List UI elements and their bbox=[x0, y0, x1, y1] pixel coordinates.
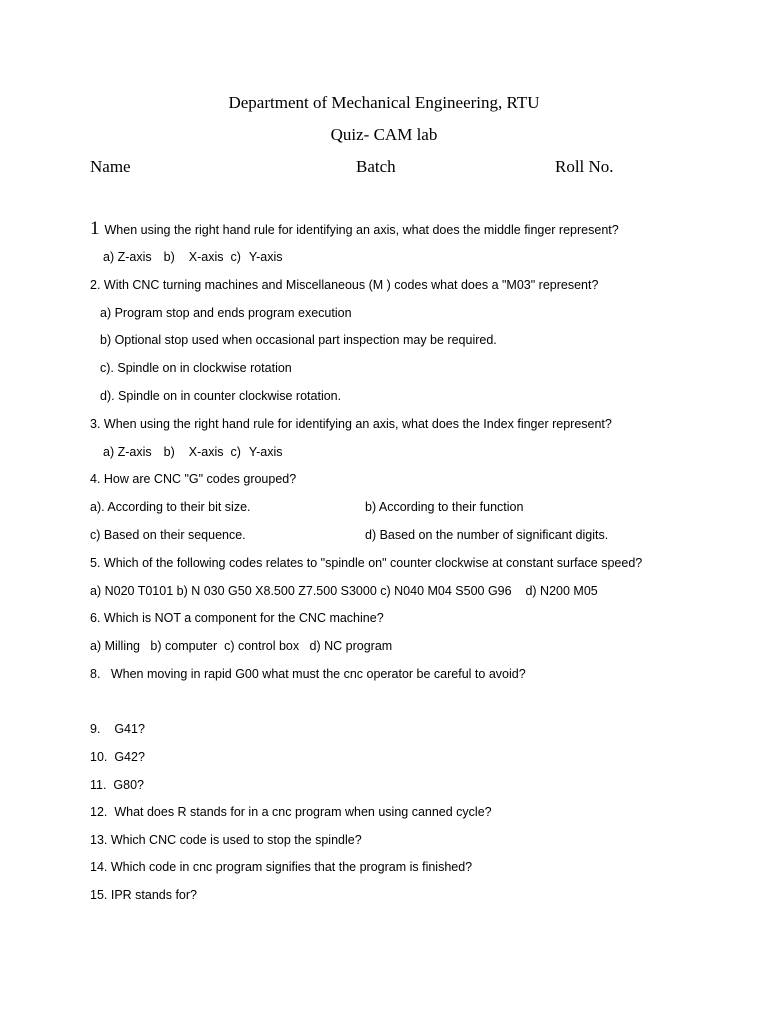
q1-option-c-value: Y-axis bbox=[248, 250, 283, 264]
question-6-text: 6. Which is NOT a component for the CNC machine? bbox=[90, 611, 384, 625]
question-1-text: When using the right hand rule for identifying an axis, what does the middle finger represent? bbox=[104, 223, 619, 237]
question-13-text: 13. Which CNC code is used to stop the spindle? bbox=[90, 833, 362, 847]
department-heading: Department of Mechanical Engineering, RTU bbox=[228, 93, 540, 112]
q1-option-b: b) bbox=[163, 250, 175, 264]
question-11-text: 11. G80? bbox=[90, 778, 144, 792]
q2-option-b: b) Optional stop used when occasional part inspection may be required. bbox=[100, 333, 497, 347]
question-15-text: 15. IPR stands for? bbox=[90, 888, 198, 902]
q1-option-c: c) bbox=[230, 250, 241, 264]
question-5-options: a) N020 T0101 b) N 030 G50 X8.500 Z7.500 S3000 c) N040 M04 S500 G96 d) N200 M05 bbox=[90, 584, 598, 598]
q4-option-a: a). According to their bit size. bbox=[90, 500, 251, 514]
question-3-options bbox=[103, 445, 283, 459]
q4-option-d: d) Based on the number of significant digits. bbox=[365, 528, 609, 542]
q4-option-b: b) According to their function bbox=[365, 500, 524, 514]
question-5-text: 5. Which of the following codes relates to "spindle on" counter clockwise at constant surface speed? bbox=[90, 556, 643, 570]
q3-option-b: b) bbox=[163, 445, 175, 459]
q3-option-b-value: X-axis bbox=[188, 445, 224, 459]
question-1 bbox=[90, 218, 619, 240]
question-3-text: 3. When using the right hand rule for identifying an axis, what does the Index finger represent? bbox=[90, 417, 612, 431]
q4-option-c: c) Based on their sequence. bbox=[90, 528, 246, 542]
question-1-number: 1 bbox=[90, 218, 100, 239]
question-1-options bbox=[103, 250, 283, 264]
question-9-text: 9. G41? bbox=[90, 722, 145, 736]
q1-option-b-value: X-axis bbox=[188, 250, 224, 264]
question-8-text: 8. When moving in rapid G00 what must the cnc operator be careful to avoid? bbox=[90, 667, 526, 681]
q2-option-a: a) Program stop and ends program execution bbox=[100, 306, 352, 320]
q3-option-a: a) Z-axis bbox=[103, 445, 152, 459]
question-12-text: 12. What does R stands for in a cnc program when using canned cycle? bbox=[90, 805, 492, 819]
name-field-label: Name bbox=[90, 157, 131, 176]
question-14-text: 14. Which code in cnc program signifies that the program is finished? bbox=[90, 860, 473, 874]
q3-option-c: c) bbox=[230, 445, 241, 459]
batch-field-label: Batch bbox=[356, 157, 396, 176]
quiz-title: Quiz- CAM lab bbox=[330, 125, 438, 144]
q2-option-d: d). Spindle on in counter clockwise rotation. bbox=[100, 389, 342, 403]
q1-option-a: a) Z-axis bbox=[103, 250, 152, 264]
question-4-text: 4. How are CNC "G" codes grouped? bbox=[90, 472, 297, 486]
q3-option-c-value: Y-axis bbox=[248, 445, 283, 459]
question-2-text: 2. With CNC turning machines and Miscellaneous (M ) codes what does a "M03" represent? bbox=[90, 278, 599, 292]
roll-field-label: Roll No. bbox=[555, 157, 614, 176]
q2-option-c: c). Spindle on in clockwise rotation bbox=[100, 361, 292, 375]
question-10-text: 10. G42? bbox=[90, 750, 145, 764]
question-6-options: a) Milling b) computer c) control box d) NC program bbox=[90, 639, 393, 653]
